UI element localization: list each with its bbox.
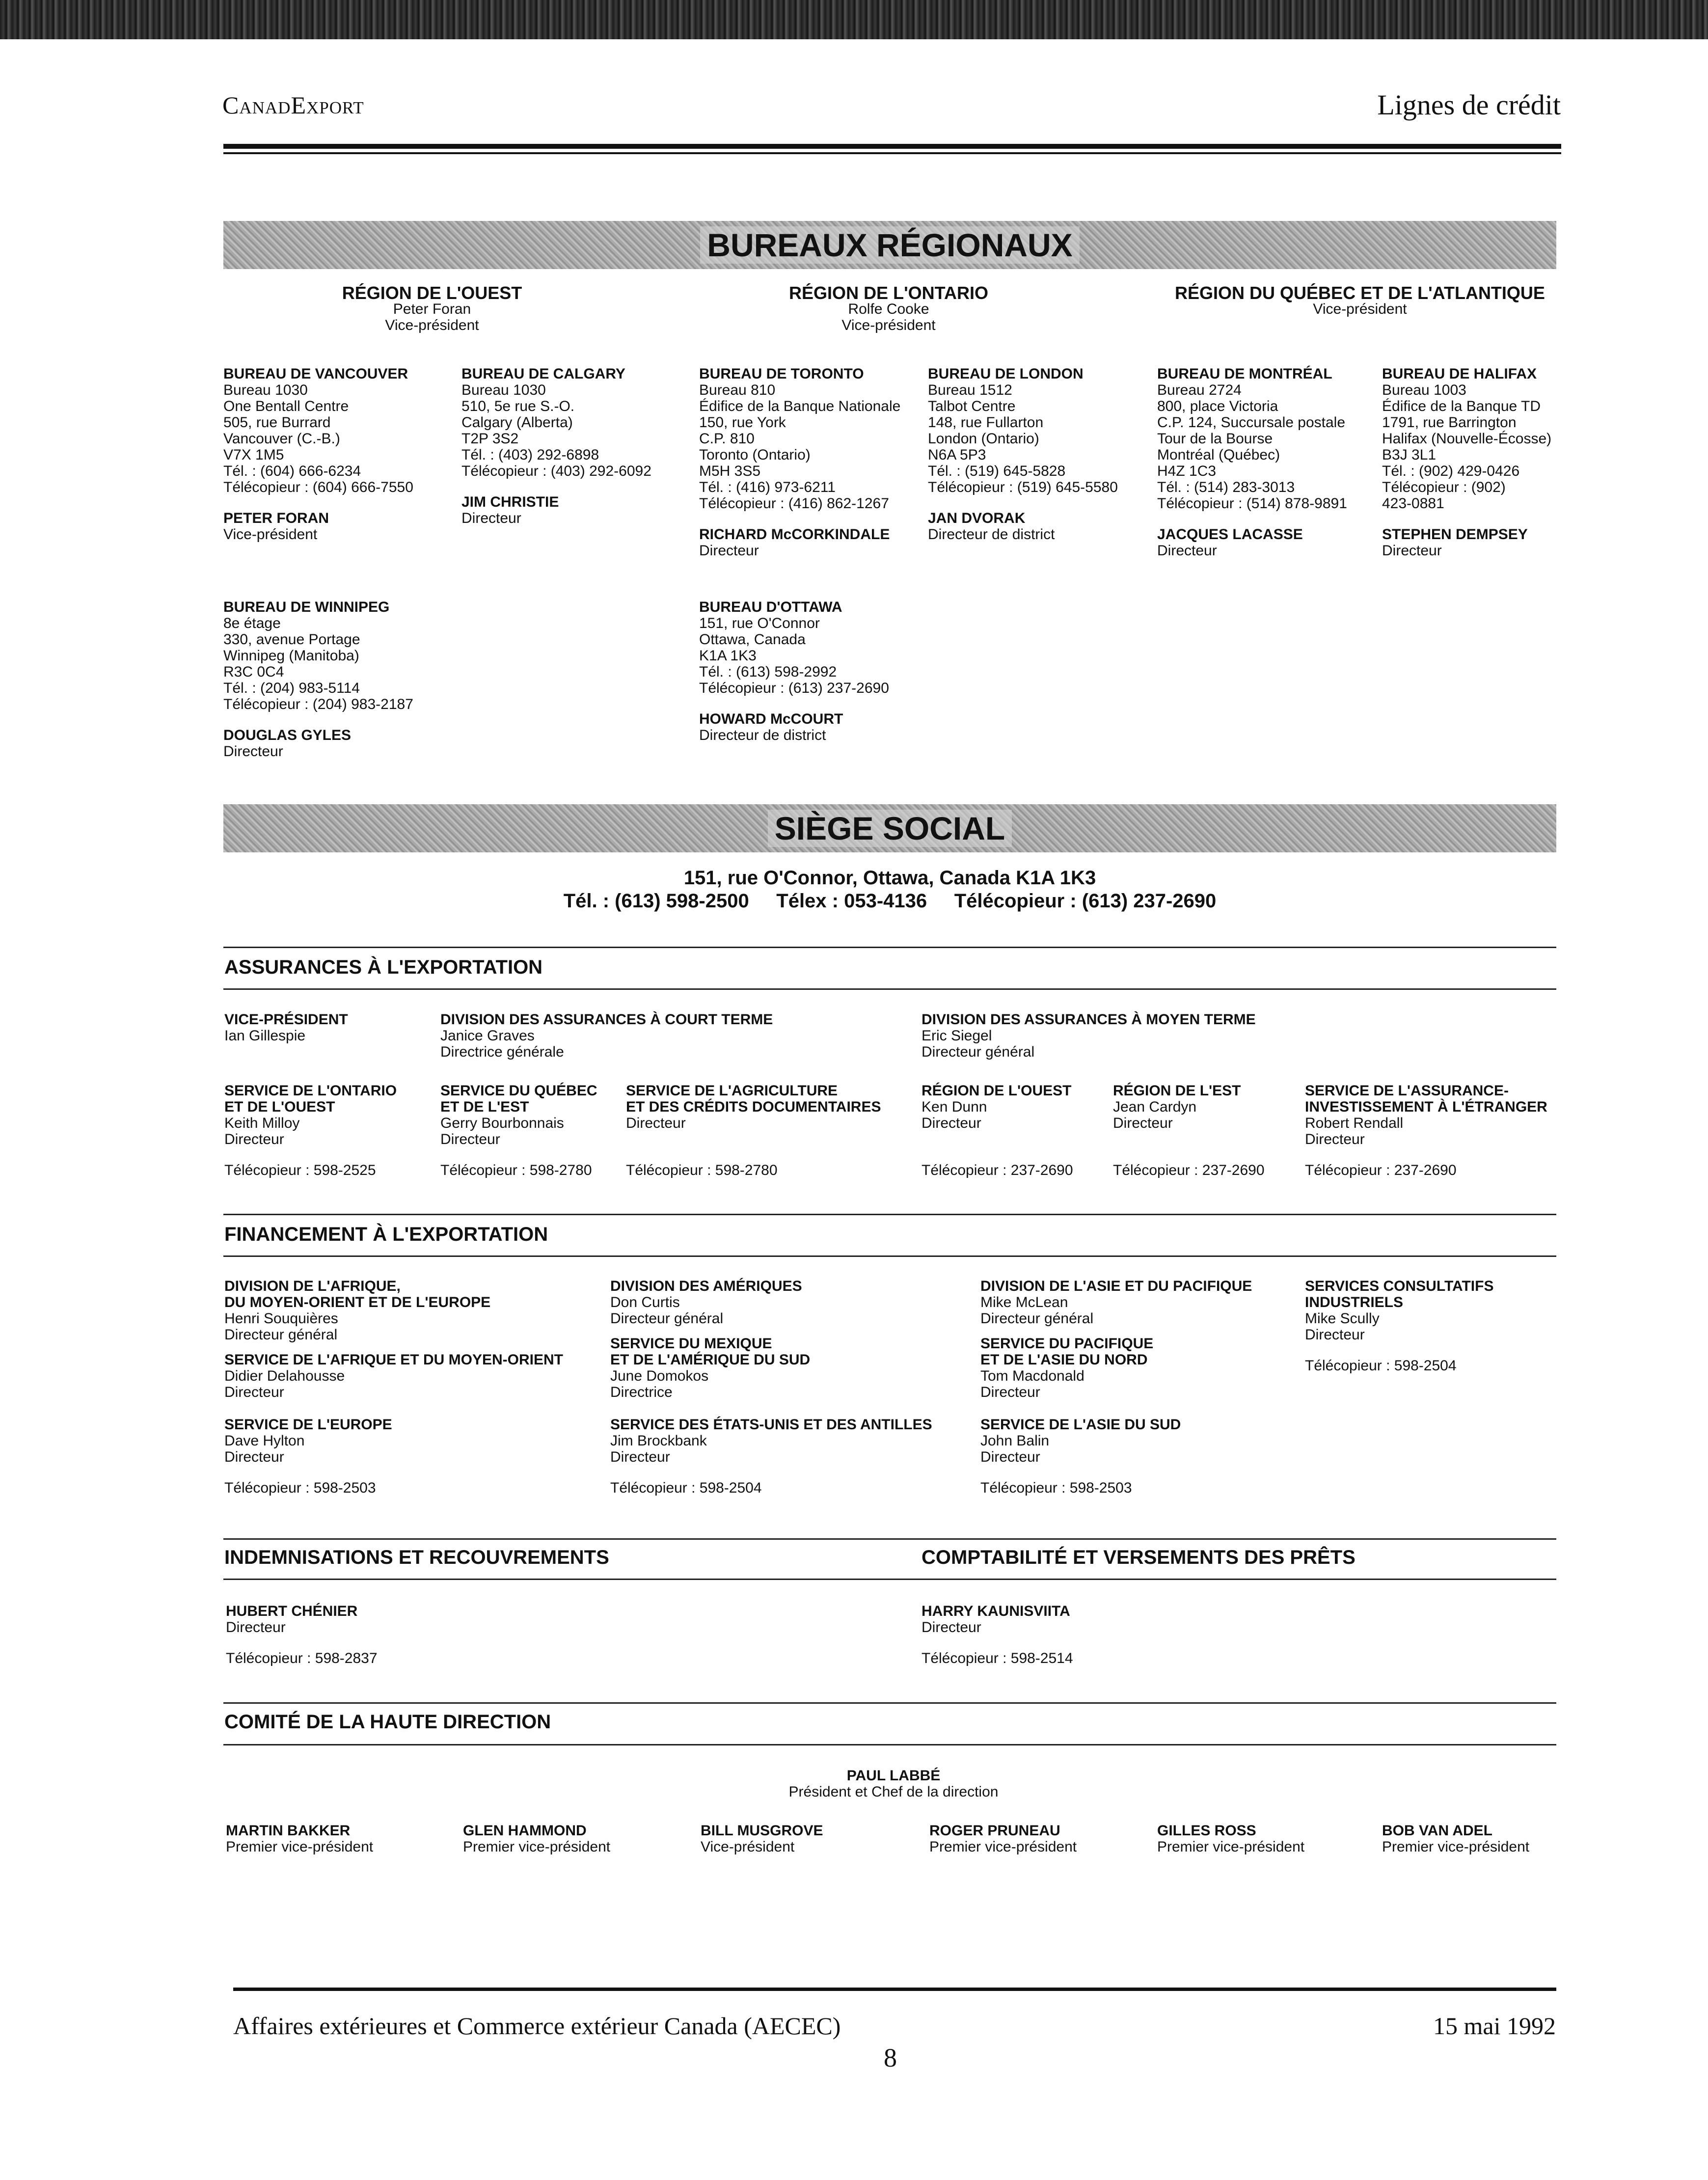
office-line: N6A 5P3 xyxy=(928,447,986,463)
office-line: Ottawa, Canada xyxy=(699,631,806,648)
office-contact: DOUGLAS GYLES xyxy=(223,727,352,743)
office-contact-role: Directeur de district xyxy=(928,526,1055,543)
role-title: VICE-PRÉSIDENT xyxy=(224,1011,348,1028)
office-line: C.P. 810 xyxy=(699,431,755,447)
service-fax: Télécopieur : 237-2690 xyxy=(1113,1162,1265,1178)
person-name: Mike McLean xyxy=(980,1294,1068,1310)
department-fax: Télécopieur : 598-2514 xyxy=(922,1650,1073,1666)
comite-member xyxy=(701,1823,823,1855)
office-fax: Télécopieur : (204) 983-2187 xyxy=(223,696,413,712)
person-role: Premier vice-président xyxy=(226,1839,374,1855)
division-fax: Télécopieur : 598-2503 xyxy=(980,1480,1132,1496)
person-name: Jim Brockbank xyxy=(610,1433,707,1449)
office-calgary xyxy=(461,366,651,526)
service-title-2: ET DE L'ASIE DU NORD xyxy=(980,1352,1148,1368)
office-line: R3C 0C4 xyxy=(223,664,284,680)
person-role: Directeur xyxy=(922,1115,981,1131)
comite-member xyxy=(1382,1823,1529,1855)
office-line: Bureau 1030 xyxy=(461,382,546,398)
section-rule xyxy=(223,988,1556,990)
service-title: RÉGION DE L'EST xyxy=(1113,1083,1241,1099)
comptabilite-title: COMPTABILITÉ ET VERSEMENTS DES PRÊTS xyxy=(922,1547,1356,1568)
person-name: Gerry Bourbonnais xyxy=(440,1115,564,1131)
office-line: 330, avenue Portage xyxy=(223,631,360,648)
office-line: 150, rue York xyxy=(699,414,786,431)
region-person: Peter Foran xyxy=(393,301,471,317)
person-name: June Domokos xyxy=(610,1368,709,1384)
section-rule xyxy=(223,947,1556,948)
office-line: Édifice de la Banque TD xyxy=(1382,398,1541,414)
office-ottawa xyxy=(699,599,889,743)
region-ouest xyxy=(314,285,550,333)
office-fax: Télécopieur : (403) 292-6092 xyxy=(461,463,651,479)
office-line: Talbot Centre xyxy=(928,398,1016,414)
office-line: 8e étage xyxy=(223,615,281,631)
service-title: SERVICE DE L'ASSURANCE- xyxy=(1305,1083,1509,1099)
office-line: 505, rue Burrard xyxy=(223,414,331,431)
office-line: C.P. 124, Succursale postale xyxy=(1157,414,1346,431)
office-fax: Télécopieur : (613) 237-2690 xyxy=(699,680,889,696)
person-role: Directeur xyxy=(626,1115,686,1131)
region-name: RÉGION DE L'ONTARIO xyxy=(789,283,988,303)
person-name: Don Curtis xyxy=(610,1294,680,1310)
office-line: Bureau 1512 xyxy=(928,382,1012,398)
scan-top-edge xyxy=(0,0,1708,39)
office-line: Bureau 1003 xyxy=(1382,382,1466,398)
section-rule xyxy=(223,1744,1556,1745)
office-line: 800, place Victoria xyxy=(1157,398,1278,414)
financement-col-consultatifs xyxy=(1305,1278,1493,1374)
office-line: 151, rue O'Connor xyxy=(699,615,820,631)
comite-member xyxy=(463,1823,610,1855)
office-line: Montréal (Québec) xyxy=(1157,447,1280,463)
office-line: Bureau 2724 xyxy=(1157,382,1242,398)
person-name: GLEN HAMMOND xyxy=(463,1823,587,1839)
siege-info xyxy=(223,867,1556,913)
division-title: SERVICES CONSULTATIFS xyxy=(1305,1278,1494,1294)
division-title-2: INDUSTRIELS xyxy=(1305,1294,1404,1310)
service-title: SERVICE DE L'AGRICULTURE xyxy=(626,1083,838,1099)
office-line: One Bentall Centre xyxy=(223,398,349,414)
office-contact-role: Directeur de district xyxy=(699,727,826,743)
person-role: Directeur xyxy=(224,1131,284,1147)
office-title: BUREAU DE TORONTO xyxy=(699,366,864,382)
siege-banner xyxy=(223,804,1556,852)
office-contact-role: Directeur xyxy=(1382,543,1442,559)
office-contact: JIM CHRISTIE xyxy=(461,494,559,510)
assurances-court-terme xyxy=(440,1011,773,1060)
office-vancouver xyxy=(223,366,413,543)
office-phone: Tél. : (613) 598-2992 xyxy=(699,664,837,680)
service-title: SERVICE DE L'EUROPE xyxy=(224,1417,392,1433)
person-name: GILLES ROSS xyxy=(1157,1823,1256,1839)
region-role: Vice-président xyxy=(1313,301,1407,317)
office-fax: Télécopieur : (519) 645-5580 xyxy=(928,479,1118,495)
person-name: HUBERT CHÉNIER xyxy=(226,1603,358,1619)
office-line: Halifax (Nouvelle-Écosse) xyxy=(1382,431,1552,447)
siege-phone: Tél. : (613) 598-2500 Télex : 053-4136 Télécopieur : (613) 237-2690 xyxy=(563,890,1217,912)
office-fax: Télécopieur : (604) 666-7550 xyxy=(223,479,413,495)
siege-address: 151, rue O'Connor, Ottawa, Canada K1A 1K3 xyxy=(683,867,1096,889)
department-fax: Télécopieur : 598-2837 xyxy=(226,1650,378,1666)
section-rule xyxy=(223,1538,1556,1540)
person-name: Jean Cardyn xyxy=(1113,1099,1197,1115)
person-name: John Balin xyxy=(980,1433,1050,1449)
region-role: Vice-président xyxy=(385,317,479,333)
office-title: BUREAU DE CALGARY xyxy=(461,366,625,382)
region-name: RÉGION DU QUÉBEC ET DE L'ATLANTIQUE xyxy=(1175,283,1545,303)
person-name: Eric Siegel xyxy=(922,1028,992,1044)
service-fax: Télécopieur : 598-2525 xyxy=(224,1162,376,1178)
comite-president xyxy=(697,1768,1090,1800)
office-phone: Tél. : (519) 645-5828 xyxy=(928,463,1066,479)
comptabilite-contact xyxy=(922,1603,1073,1666)
office-phone: Tél. : (604) 666-6234 xyxy=(223,463,361,479)
region-person: Rolfe Cooke xyxy=(848,301,929,317)
office-line: Tour de la Bourse xyxy=(1157,431,1273,447)
publication-name: CanadExport xyxy=(222,91,364,119)
person-role: Directeur xyxy=(1113,1115,1173,1131)
person-role: Premier vice-président xyxy=(1157,1839,1305,1855)
division-title: DIVISION DES ASSURANCES À COURT TERME xyxy=(440,1011,773,1028)
person-role: Directeur général xyxy=(224,1327,338,1343)
office-contact-role: Vice-président xyxy=(223,526,318,543)
service-title: SERVICE DU MEXIQUE xyxy=(610,1335,772,1352)
person-role: Vice-président xyxy=(701,1839,795,1855)
office-title: BUREAU DE VANCOUVER xyxy=(223,366,408,382)
region-role: Vice-président xyxy=(841,317,936,333)
indemnisations-contact xyxy=(226,1603,378,1666)
footer-publisher: Affaires extérieures et Commerce extérieur Canada (AECEC) xyxy=(233,2012,841,2040)
service-title: SERVICE DE L'AFRIQUE ET DU MOYEN-ORIENT xyxy=(224,1352,563,1368)
office-line: Toronto (Ontario) xyxy=(699,447,811,463)
financement-col-afrique-europe xyxy=(224,1278,563,1496)
person-name: MARTIN BAKKER xyxy=(226,1823,351,1839)
division-title: DIVISION DES ASSURANCES À MOYEN TERME xyxy=(922,1011,1256,1028)
person-name: Ken Dunn xyxy=(922,1099,987,1115)
indemnisations-title: INDEMNISATIONS ET RECOUVREMENTS xyxy=(224,1547,609,1568)
person-name: PAUL LABBÉ xyxy=(846,1768,941,1784)
service-title-2: ET DE L'OUEST xyxy=(224,1099,335,1115)
service-agriculture xyxy=(626,1083,881,1178)
service-title-2: INVESTISSEMENT À L'ÉTRANGER xyxy=(1305,1099,1547,1115)
office-halifax xyxy=(1382,366,1551,559)
office-line: Bureau 1030 xyxy=(223,382,308,398)
bureaux-title: BUREAUX RÉGIONAUX xyxy=(700,226,1079,264)
person-role: Directeur général xyxy=(610,1310,724,1327)
division-title-2: DU MOYEN-ORIENT ET DE L'EUROPE xyxy=(224,1294,491,1310)
person-name: BOB VAN ADEL xyxy=(1382,1823,1492,1839)
service-fax: Télécopieur : 237-2690 xyxy=(922,1162,1073,1178)
person-role: Directeur xyxy=(1305,1131,1365,1147)
person-role: Directeur xyxy=(224,1384,284,1400)
office-fax: Télécopieur : (514) 878-9891 xyxy=(1157,495,1347,512)
person-name: Robert Rendall xyxy=(1305,1115,1404,1131)
office-contact: PETER FORAN xyxy=(223,510,329,526)
person-name: HARRY KAUNISVIITA xyxy=(922,1603,1070,1619)
office-line: M5H 3S5 xyxy=(699,463,761,479)
office-phone: Tél. : (514) 283-3013 xyxy=(1157,479,1295,495)
office-line: Bureau 810 xyxy=(699,382,776,398)
financement-col-asie-pacifique xyxy=(980,1278,1252,1496)
office-line: 510, 5e rue S.-O. xyxy=(461,398,575,414)
section-rule xyxy=(223,1579,1556,1580)
office-contact: RICHARD McCORKINDALE xyxy=(699,526,890,543)
service-assurance-investissement xyxy=(1305,1083,1547,1178)
person-name: ROGER PRUNEAU xyxy=(929,1823,1060,1839)
office-line: Calgary (Alberta) xyxy=(461,414,573,431)
service-region-ouest xyxy=(922,1083,1073,1178)
office-phone: Tél. : (403) 292-6898 xyxy=(461,447,599,463)
office-fax-number: 423-0881 xyxy=(1382,495,1444,512)
person-name: Keith Milloy xyxy=(224,1115,300,1131)
service-title: SERVICE DE L'ASIE DU SUD xyxy=(980,1417,1181,1433)
division-fax: Télécopieur : 598-2504 xyxy=(1305,1358,1457,1374)
bureaux-banner xyxy=(223,221,1556,269)
service-title: SERVICE DU QUÉBEC xyxy=(440,1083,597,1099)
person-name: Ian Gillespie xyxy=(224,1028,306,1044)
office-line: 148, rue Fullarton xyxy=(928,414,1044,431)
page-number: 8 xyxy=(884,2043,897,2072)
division-title: DIVISION DES AMÉRIQUES xyxy=(610,1278,802,1294)
person-role: Directeur général xyxy=(922,1044,1035,1060)
person-role: Directeur xyxy=(980,1384,1040,1400)
office-title: BUREAU DE LONDON xyxy=(928,366,1084,382)
region-quebec-atlantique xyxy=(1154,285,1566,317)
assurances-moyen-terme xyxy=(922,1011,1256,1060)
region-name: RÉGION DE L'OUEST xyxy=(342,283,522,303)
office-title: BUREAU DE MONTRÉAL xyxy=(1157,366,1332,382)
footer-rule xyxy=(233,1988,1556,1991)
office-line: B3J 3L1 xyxy=(1382,447,1437,463)
person-role: Directeur xyxy=(226,1619,286,1635)
office-contact: JAN DVORAK xyxy=(928,510,1026,526)
office-toronto xyxy=(699,366,900,559)
person-role: Directeur xyxy=(440,1131,500,1147)
service-title: SERVICE DES ÉTATS-UNIS ET DES ANTILLES xyxy=(610,1417,932,1433)
office-title: BUREAU DE HALIFAX xyxy=(1382,366,1537,382)
service-title-2: ET DES CRÉDITS DOCUMENTAIRES xyxy=(626,1099,881,1115)
office-line: H4Z 1C3 xyxy=(1157,463,1217,479)
office-montreal xyxy=(1157,366,1347,559)
service-ontario-ouest xyxy=(224,1083,397,1178)
service-quebec-est xyxy=(440,1083,597,1178)
office-phone: Tél. : (416) 973-6211 xyxy=(699,479,836,495)
office-contact: JACQUES LACASSE xyxy=(1157,526,1303,543)
office-contact-role: Directeur xyxy=(699,543,759,559)
service-region-est xyxy=(1113,1083,1265,1178)
section-rule xyxy=(223,1702,1556,1704)
office-contact-role: Directeur xyxy=(223,743,283,760)
section-title: Lignes de crédit xyxy=(1377,89,1561,121)
person-name: BILL MUSGROVE xyxy=(701,1823,823,1839)
person-name: Didier Delahousse xyxy=(224,1368,345,1384)
service-fax: Télécopieur : 237-2690 xyxy=(1305,1162,1457,1178)
person-role: Premier vice-président xyxy=(1382,1839,1530,1855)
office-title: BUREAU DE WINNIPEG xyxy=(223,599,390,615)
person-role: Directeur général xyxy=(980,1310,1094,1327)
comite-title: COMITÉ DE LA HAUTE DIRECTION xyxy=(224,1711,551,1733)
person-name: Janice Graves xyxy=(440,1028,535,1044)
service-fax: Télécopieur : 598-2780 xyxy=(440,1162,592,1178)
office-contact-role: Directeur xyxy=(461,510,521,526)
person-name: Tom Macdonald xyxy=(980,1368,1084,1384)
person-name: Dave Hylton xyxy=(224,1433,305,1449)
person-role: Directeur xyxy=(922,1619,981,1635)
comite-member xyxy=(1157,1823,1304,1855)
service-title: SERVICE DU PACIFIQUE xyxy=(980,1335,1154,1352)
office-line: Édifice de la Banque Nationale xyxy=(699,398,901,414)
office-line: K1A 1K3 xyxy=(699,648,757,664)
assurances-vp xyxy=(224,1011,348,1044)
region-ontario xyxy=(771,285,1006,333)
division-title: DIVISION DE L'ASIE ET DU PACIFIQUE xyxy=(980,1278,1252,1294)
assurances-title: ASSURANCES À L'EXPORTATION xyxy=(224,956,543,978)
service-title: SERVICE DE L'ONTARIO xyxy=(224,1083,397,1099)
office-title: BUREAU D'OTTAWA xyxy=(699,599,842,615)
office-line: 1791, rue Barrington xyxy=(1382,414,1517,431)
person-role: Premier vice-président xyxy=(463,1839,611,1855)
office-phone: Tél. : (902) 429-0426 xyxy=(1382,463,1520,479)
office-line: T2P 3S2 xyxy=(461,431,519,447)
office-winnipeg xyxy=(223,599,413,760)
person-role: Directeur xyxy=(1305,1327,1365,1343)
financement-title: FINANCEMENT À L'EXPORTATION xyxy=(224,1224,548,1245)
comite-member xyxy=(929,1823,1077,1855)
person-name: Henri Souquières xyxy=(224,1310,338,1327)
person-role: Directeur xyxy=(980,1449,1040,1465)
office-line: Winnipeg (Manitoba) xyxy=(223,648,359,664)
division-fax: Télécopieur : 598-2504 xyxy=(610,1480,762,1496)
person-role: Premier vice-président xyxy=(929,1839,1077,1855)
service-fax: Télécopieur : 598-2780 xyxy=(626,1162,778,1178)
division-title: DIVISION DE L'AFRIQUE, xyxy=(224,1278,401,1294)
office-contact: STEPHEN DEMPSEY xyxy=(1382,526,1528,543)
office-phone: Tél. : (204) 983-5114 xyxy=(223,680,360,696)
section-rule xyxy=(223,1214,1556,1215)
office-line: V7X 1M5 xyxy=(223,447,284,463)
person-role: Président et Chef de la direction xyxy=(788,1784,999,1800)
division-fax: Télécopieur : 598-2503 xyxy=(224,1480,376,1496)
office-line: London (Ontario) xyxy=(928,431,1039,447)
siege-title: SIÈGE SOCIAL xyxy=(768,810,1012,847)
comite-member xyxy=(226,1823,373,1855)
footer-date: 15 mai 1992 xyxy=(1433,2012,1556,2040)
header-rule-thin xyxy=(223,152,1561,154)
person-name: Mike Scully xyxy=(1305,1310,1380,1327)
office-contact: HOWARD McCOURT xyxy=(699,711,843,727)
header-rule xyxy=(223,144,1561,149)
office-line: Vancouver (C.-B.) xyxy=(223,431,340,447)
section-rule xyxy=(223,1255,1556,1257)
person-role: Directrice générale xyxy=(440,1044,564,1060)
financement-col-ameriques xyxy=(610,1278,932,1496)
service-title-2: ET DE L'AMÉRIQUE DU SUD xyxy=(610,1352,811,1368)
service-title-2: ET DE L'EST xyxy=(440,1099,529,1115)
service-title: RÉGION DE L'OUEST xyxy=(922,1083,1072,1099)
person-role: Directeur xyxy=(224,1449,284,1465)
person-role: Directeur xyxy=(610,1449,670,1465)
office-london xyxy=(928,366,1118,543)
office-fax: Télécopieur : (902) xyxy=(1382,479,1506,495)
office-fax: Télécopieur : (416) 862-1267 xyxy=(699,495,889,512)
person-role: Directrice xyxy=(610,1384,673,1400)
office-contact-role: Directeur xyxy=(1157,543,1217,559)
